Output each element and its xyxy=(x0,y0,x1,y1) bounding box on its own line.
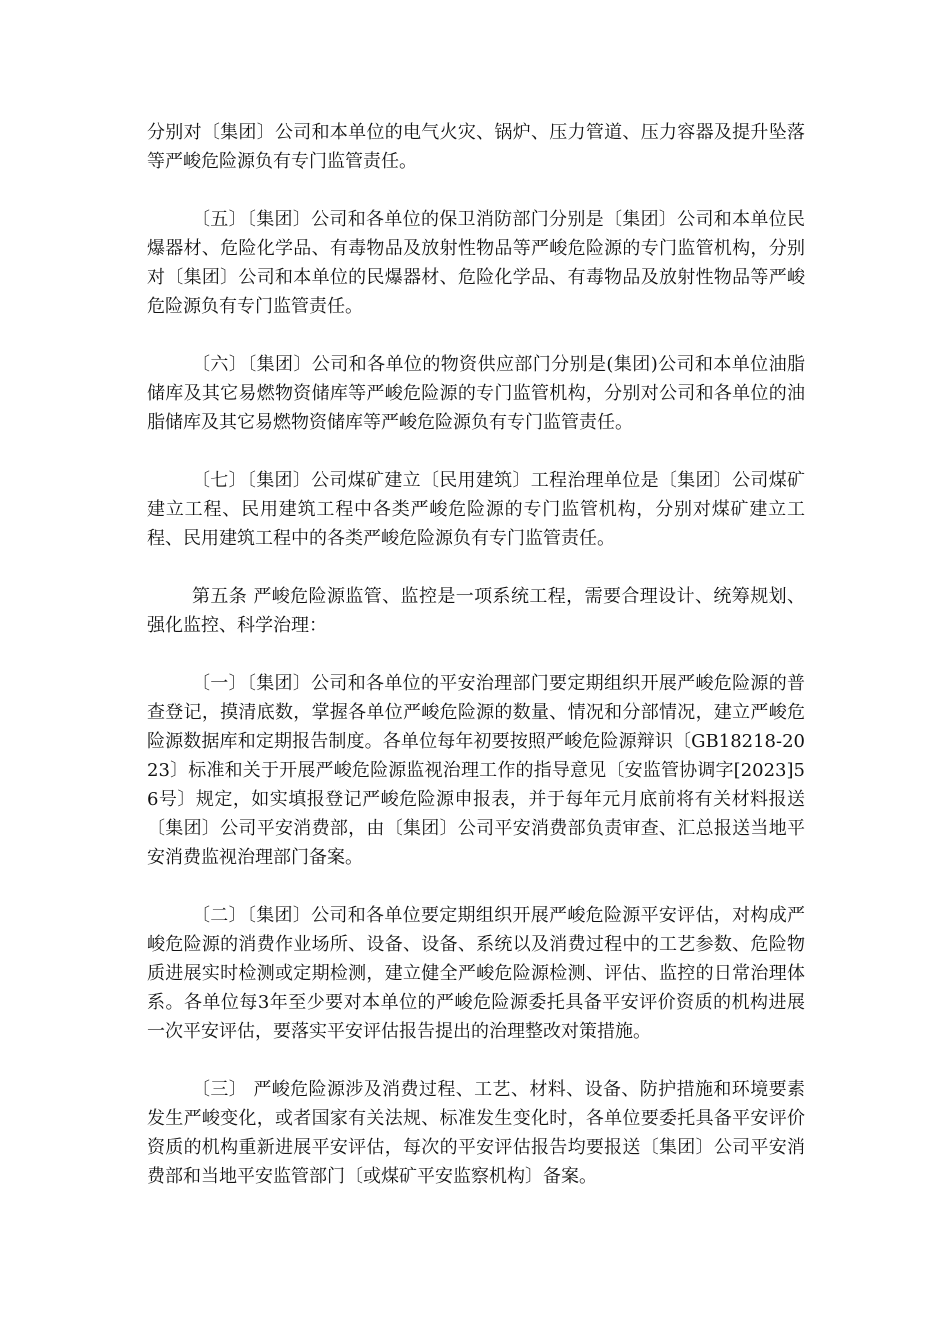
paragraph-article-5-item-2: 〔二〕〔集团〕公司和各单位要定期组织开展严峻危险源平安评估，对构成严峻危险源的消费作业场所、设备、设备、系统以及消费过程中的工艺参数、危险物质进展实时检测或定期检测，建立健全严峻危险源检测、评估、监控的日常治理体系。各单位每3年至少要对本单位的严峻危险源委托具备平安评价资质的机构进展一次平安评估，要落实平安评估报告提出的治理整改对策措施。 xyxy=(147,905,805,1042)
paragraph-continuation: 分别对〔集团〕公司和本单位的电气火灾、锅炉、压力管道、压力容器及提升坠落等严峻危险源负有专门监管责任。 xyxy=(147,122,805,172)
paragraph-item-6: 〔六〕〔集团〕公司和各单位的物资供应部门分别是(集团)公司和本单位油脂储库及其它易燃物资储库等严峻危险源的专门监管机构，分别对公司和各单位的油脂储库及其它易燃物资储库等严峻危险源负有专门监管责任。 xyxy=(147,354,805,433)
paragraph-item-7: 〔七〕〔集团〕公司煤矿建立〔民用建筑〕工程治理单位是〔集团〕公司煤矿建立工程、民用建筑工程中各类严峻危险源的专门监管机构，分别对煤矿建立工程、民用建筑工程中的各类严峻危险源负有专门监管责任。 xyxy=(147,470,805,549)
paragraph-article-5: 第五条 严峻危险源监管、监控是一项系统工程，需要合理设计、统筹规划、强化监控、科学治理： xyxy=(147,586,805,636)
paragraph-item-5: 〔五〕〔集团〕公司和各单位的保卫消防部门分别是〔集团〕公司和本单位民爆器材、危险化学品、有毒物品及放射性物品等严峻危险源的专门监管机构，分别对〔集团〕公司和本单位的民爆器材、危险化学品、有毒物品及放射性物品等严峻危险源负有专门监管责任。 xyxy=(147,209,805,317)
document-body xyxy=(147,118,805,1220)
paragraph-article-5-item-1: 〔一〕〔集团〕公司和各单位的平安治理部门要定期组织开展严峻危险源的普查登记，摸清底数，掌握各单位严峻危险源的数量、情况和分部情况，建立严峻危险源数据库和定期报告制度。各单位每年初要按照严峻危险源辩识〔GB18218-2023〕标准和关于开展严峻危险源监视治理工作的指导意见〔安监管协调字[2023]56号〕规定，如实填报登记严峻危险源申报表，并于每年元月底前将有关材料报送〔集团〕公司平安消费部，由〔集团〕公司平安消费部负责审查、汇总报送当地平安消费监视治理部门备案。 xyxy=(147,673,805,868)
paragraph-article-5-item-3: 〔三〕 严峻危险源涉及消费过程、工艺、材料、设备、防护措施和环境要素发生严峻变化，或者国家有关法规、标准发生变化时，各单位要委托具备平安评价资质的机构重新进展平安评估，每次的平安评估报告均要报送〔集团〕公司平安消费部和当地平安监管部门〔或煤矿平安监察机构〕备案。 xyxy=(147,1079,805,1187)
